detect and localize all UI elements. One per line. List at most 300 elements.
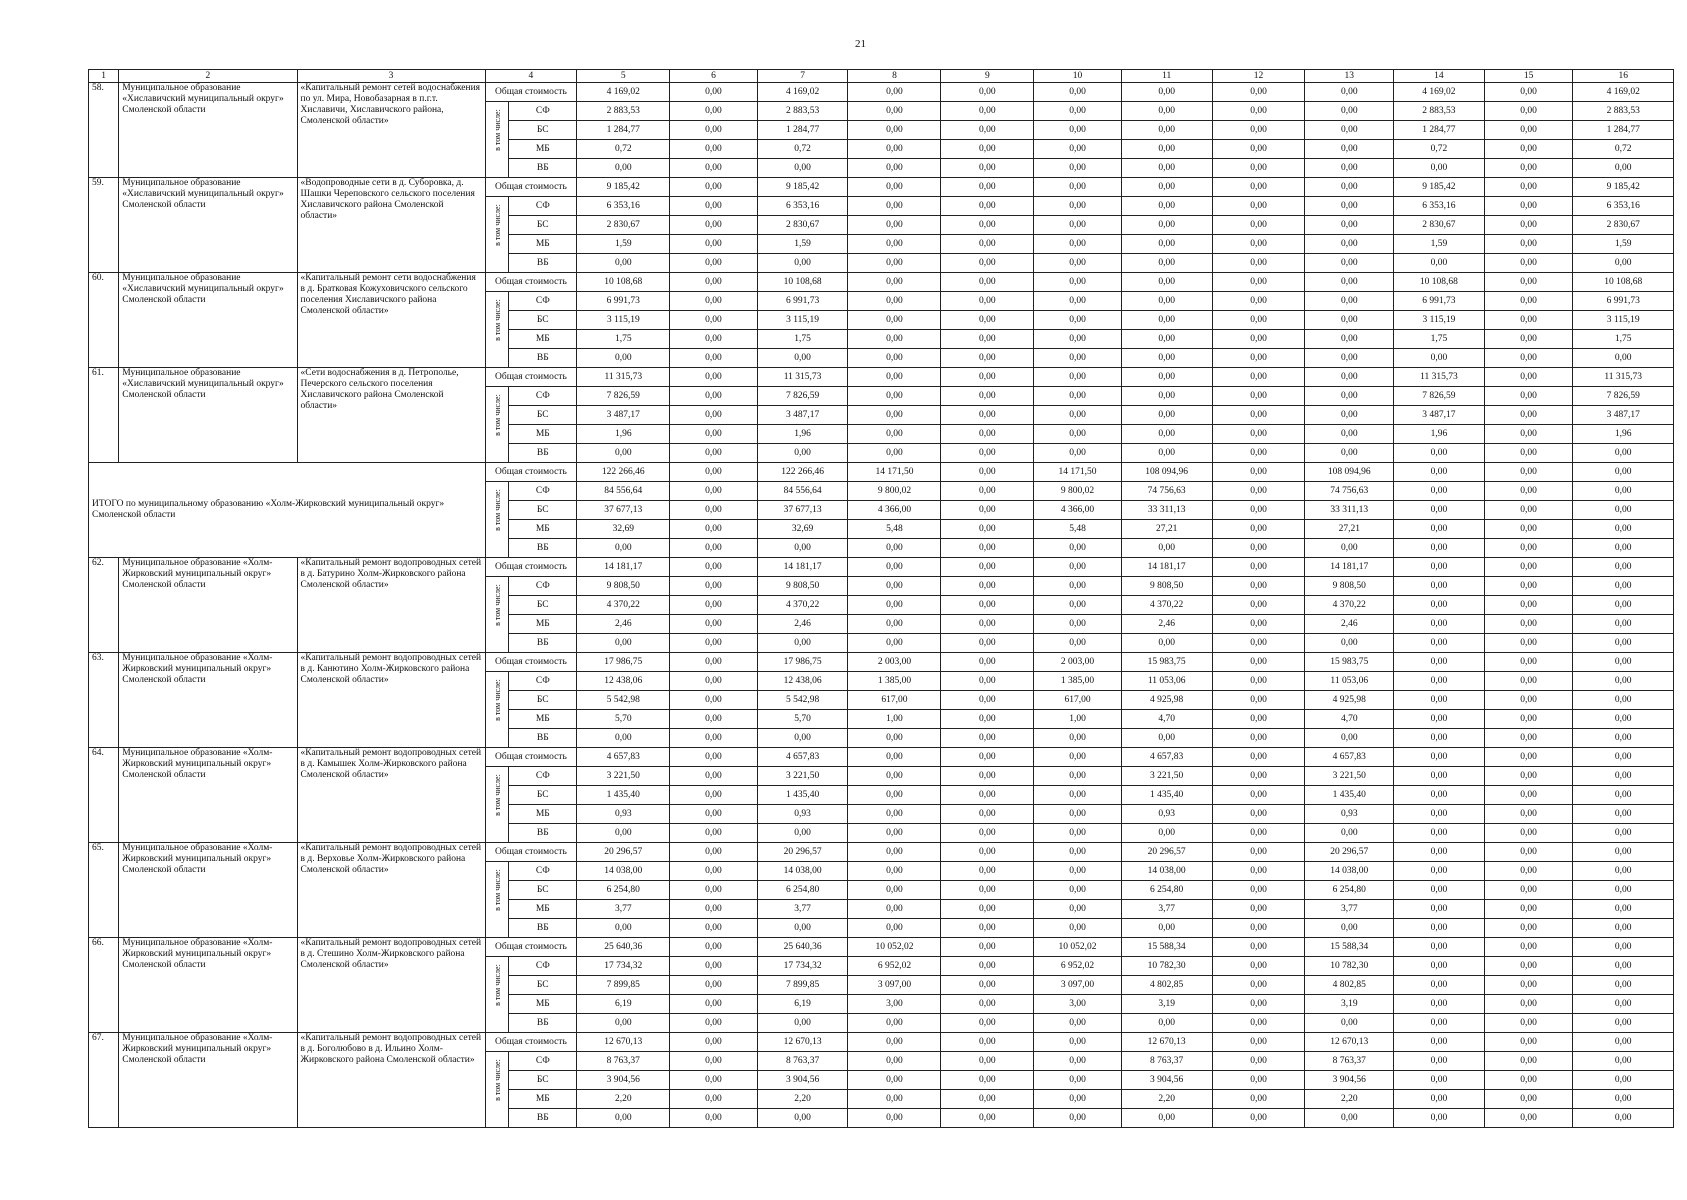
- value-cell: 0,00: [757, 1109, 848, 1128]
- value-cell: 0,00: [1121, 102, 1212, 121]
- value-cell: 0,00: [1484, 292, 1573, 311]
- value-cell: 0,00: [848, 558, 941, 577]
- value-cell: 0,00: [1212, 729, 1305, 748]
- including-label-cell: [485, 102, 509, 178]
- value-cell: 8 763,37: [757, 1052, 848, 1071]
- value-cell: 0,00: [757, 539, 848, 558]
- value-cell: 4,70: [1121, 710, 1212, 729]
- value-cell: 0,00: [941, 558, 1034, 577]
- value-cell: 10 052,02: [848, 938, 941, 957]
- value-cell: 6 254,80: [757, 881, 848, 900]
- value-cell: 0,00: [1573, 976, 1674, 995]
- value-cell: 3 904,56: [757, 1071, 848, 1090]
- value-cell: 1 284,77: [757, 121, 848, 140]
- value-cell: 0,00: [1034, 843, 1122, 862]
- value-cell: 0,00: [941, 1052, 1034, 1071]
- value-cell: 1,75: [577, 330, 670, 349]
- total-cost-label: Общая стоимость: [485, 368, 577, 387]
- value-cell: 0,00: [1394, 1052, 1485, 1071]
- value-cell: 3,77: [1121, 900, 1212, 919]
- value-cell: 4 169,02: [577, 83, 670, 102]
- page-number: 21: [855, 38, 866, 50]
- value-cell: 0,00: [1212, 349, 1305, 368]
- value-cell: 3 904,56: [1121, 1071, 1212, 1090]
- total-cost-label: Общая стоимость: [485, 843, 577, 862]
- value-cell: 0,00: [1484, 691, 1573, 710]
- funding-source: ВБ: [509, 444, 577, 463]
- value-cell: 0,00: [1212, 273, 1305, 292]
- value-cell: 11 315,73: [757, 368, 848, 387]
- value-cell: 0,00: [670, 311, 758, 330]
- funding-source: МБ: [509, 330, 577, 349]
- value-cell: 0,00: [941, 406, 1034, 425]
- municipality-name: Муниципальное образование «Холм-Жирковский муниципальный округ» Смоленской области: [119, 843, 297, 938]
- value-cell: 0,00: [941, 843, 1034, 862]
- value-cell: 0,00: [670, 900, 758, 919]
- value-cell: 37 677,13: [577, 501, 670, 520]
- value-cell: 37 677,13: [757, 501, 848, 520]
- column-number-row: [89, 70, 1674, 83]
- value-cell: 0,00: [1394, 995, 1485, 1014]
- value-cell: 0,00: [941, 919, 1034, 938]
- value-cell: 0,00: [1484, 919, 1573, 938]
- value-cell: 0,00: [577, 1109, 670, 1128]
- value-cell: 0,00: [1573, 501, 1674, 520]
- value-cell: 0,00: [1212, 691, 1305, 710]
- total-cost-label: Общая стоимость: [485, 1033, 577, 1052]
- value-cell: 0,00: [941, 786, 1034, 805]
- value-cell: 27,21: [1121, 520, 1212, 539]
- value-cell: 0,00: [1121, 254, 1212, 273]
- value-cell: 4 657,83: [1121, 748, 1212, 767]
- value-cell: 0,00: [1394, 710, 1485, 729]
- column-number-header: 11: [1121, 70, 1212, 83]
- value-cell: 617,00: [1034, 691, 1122, 710]
- value-cell: 0,00: [1034, 1014, 1122, 1033]
- value-cell: 0,00: [1484, 102, 1573, 121]
- value-cell: 0,00: [941, 710, 1034, 729]
- value-cell: 0,00: [1484, 881, 1573, 900]
- value-cell: 17 986,75: [757, 653, 848, 672]
- value-cell: 8 763,37: [1305, 1052, 1394, 1071]
- value-cell: 0,00: [1121, 121, 1212, 140]
- value-cell: 0,00: [1394, 558, 1485, 577]
- value-cell: 0,00: [941, 83, 1034, 102]
- column-number-header: 16: [1573, 70, 1674, 83]
- funding-source: БС: [509, 311, 577, 330]
- value-cell: 1,00: [1034, 710, 1122, 729]
- value-cell: 3 221,50: [1305, 767, 1394, 786]
- value-cell: 14 171,50: [848, 463, 941, 482]
- value-cell: 0,00: [1212, 235, 1305, 254]
- value-cell: 0,00: [1394, 900, 1485, 919]
- value-cell: 0,00: [1573, 900, 1674, 919]
- column-number-header: 13: [1305, 70, 1394, 83]
- value-cell: 0,00: [941, 691, 1034, 710]
- municipality-name: Муниципальное образование «Холм-Жирковский муниципальный округ» Смоленской области: [119, 1033, 297, 1128]
- value-cell: 0,00: [1484, 520, 1573, 539]
- funding-source: МБ: [509, 235, 577, 254]
- value-cell: 5,70: [757, 710, 848, 729]
- funding-source: СФ: [509, 767, 577, 786]
- value-cell: 0,00: [1212, 843, 1305, 862]
- value-cell: 6 952,02: [1034, 957, 1122, 976]
- value-cell: 0,00: [1484, 406, 1573, 425]
- funding-source: МБ: [509, 615, 577, 634]
- value-cell: 0,00: [670, 805, 758, 824]
- value-cell: 0,00: [1121, 824, 1212, 843]
- value-cell: 0,00: [1394, 463, 1485, 482]
- value-cell: 0,00: [941, 482, 1034, 501]
- value-cell: 0,00: [848, 121, 941, 140]
- value-cell: 0,00: [670, 786, 758, 805]
- value-cell: 7 826,59: [1394, 387, 1485, 406]
- value-cell: 0,00: [670, 634, 758, 653]
- funding-source: СФ: [509, 577, 577, 596]
- value-cell: 0,00: [1305, 539, 1394, 558]
- value-cell: 0,00: [941, 1071, 1034, 1090]
- value-cell: 0,72: [1573, 140, 1674, 159]
- value-cell: 2 883,53: [577, 102, 670, 121]
- including-label: в том числе:: [492, 204, 502, 246]
- value-cell: 0,00: [1484, 539, 1573, 558]
- value-cell: 0,00: [1121, 235, 1212, 254]
- value-cell: 0,00: [670, 558, 758, 577]
- value-cell: 20 296,57: [757, 843, 848, 862]
- value-cell: 0,00: [848, 1109, 941, 1128]
- table-row: [89, 653, 1674, 672]
- value-cell: 0,00: [1484, 957, 1573, 976]
- value-cell: 0,00: [1121, 368, 1212, 387]
- value-cell: 4,70: [1305, 710, 1394, 729]
- value-cell: 0,00: [941, 634, 1034, 653]
- value-cell: 0,00: [941, 102, 1034, 121]
- funding-source: БС: [509, 1071, 577, 1090]
- value-cell: 1 435,40: [1305, 786, 1394, 805]
- value-cell: 0,00: [1484, 767, 1573, 786]
- value-cell: 0,00: [848, 919, 941, 938]
- value-cell: 6 991,73: [757, 292, 848, 311]
- value-cell: 0,00: [1573, 805, 1674, 824]
- value-cell: 0,00: [670, 368, 758, 387]
- value-cell: 0,00: [941, 729, 1034, 748]
- value-cell: 5 542,98: [757, 691, 848, 710]
- value-cell: 0,00: [1034, 235, 1122, 254]
- value-cell: 0,00: [1484, 216, 1573, 235]
- value-cell: 0,00: [1573, 862, 1674, 881]
- value-cell: 0,00: [1212, 520, 1305, 539]
- value-cell: 8 763,37: [577, 1052, 670, 1071]
- value-cell: 2,46: [1121, 615, 1212, 634]
- value-cell: 0,00: [670, 843, 758, 862]
- value-cell: 2 003,00: [848, 653, 941, 672]
- value-cell: 0,00: [1394, 254, 1485, 273]
- funding-source: СФ: [509, 292, 577, 311]
- municipality-name: Муниципальное образование «Хиславичский муниципальный округ» Смоленской области: [119, 368, 297, 463]
- value-cell: 0,00: [670, 197, 758, 216]
- funding-source: ВБ: [509, 539, 577, 558]
- value-cell: 3 115,19: [1573, 311, 1674, 330]
- value-cell: 4 657,83: [577, 748, 670, 767]
- funding-source: ВБ: [509, 349, 577, 368]
- value-cell: 9 185,42: [1573, 178, 1674, 197]
- value-cell: 0,00: [1034, 539, 1122, 558]
- value-cell: 0,00: [577, 729, 670, 748]
- value-cell: 0,00: [848, 178, 941, 197]
- value-cell: 0,00: [1121, 83, 1212, 102]
- value-cell: 0,00: [941, 444, 1034, 463]
- funding-source: БС: [509, 596, 577, 615]
- value-cell: 0,00: [757, 254, 848, 273]
- value-cell: 20 296,57: [577, 843, 670, 862]
- value-cell: 0,00: [1394, 748, 1485, 767]
- value-cell: 0,00: [1034, 425, 1122, 444]
- value-cell: 0,00: [670, 824, 758, 843]
- value-cell: 0,00: [848, 1052, 941, 1071]
- value-cell: 25 640,36: [757, 938, 848, 957]
- value-cell: 0,00: [670, 615, 758, 634]
- value-cell: 10 052,02: [1034, 938, 1122, 957]
- value-cell: 0,00: [670, 444, 758, 463]
- value-cell: 0,00: [670, 178, 758, 197]
- value-cell: 2 830,67: [757, 216, 848, 235]
- value-cell: 0,00: [670, 862, 758, 881]
- value-cell: 0,00: [1212, 254, 1305, 273]
- value-cell: 0,00: [1212, 634, 1305, 653]
- value-cell: 11 053,06: [1305, 672, 1394, 691]
- value-cell: 0,00: [1305, 425, 1394, 444]
- value-cell: 0,00: [941, 615, 1034, 634]
- value-cell: 15 983,75: [1305, 653, 1394, 672]
- value-cell: 0,00: [1305, 197, 1394, 216]
- value-cell: 0,00: [848, 729, 941, 748]
- value-cell: 0,00: [1484, 140, 1573, 159]
- value-cell: 0,00: [941, 140, 1034, 159]
- value-cell: 10 108,68: [757, 273, 848, 292]
- value-cell: 0,00: [1305, 824, 1394, 843]
- value-cell: 12 438,06: [757, 672, 848, 691]
- row-number: 59.: [89, 178, 119, 273]
- value-cell: 0,00: [1573, 881, 1674, 900]
- row-number: 61.: [89, 368, 119, 463]
- object-name: «Капитальный ремонт водопроводных сетей в д. Боголюбово в д. Ильино Холм-Жирковского района Смоленской области»: [297, 1033, 485, 1128]
- value-cell: 0,00: [1212, 83, 1305, 102]
- value-cell: 0,00: [1034, 1090, 1122, 1109]
- value-cell: 0,00: [1484, 254, 1573, 273]
- object-name: «Капитальный ремонт сетей водоснабжения по ул. Мира, Новобазарная в п.г.т. Хиславичи, Хиславичского района, Смоленской области»: [297, 83, 485, 178]
- value-cell: 0,00: [848, 900, 941, 919]
- value-cell: 0,00: [1484, 349, 1573, 368]
- value-cell: 617,00: [848, 691, 941, 710]
- value-cell: 9 185,42: [577, 178, 670, 197]
- value-cell: 0,00: [1034, 387, 1122, 406]
- value-cell: 0,00: [1305, 140, 1394, 159]
- value-cell: 2,46: [1305, 615, 1394, 634]
- value-cell: 0,00: [670, 710, 758, 729]
- value-cell: 74 756,63: [1121, 482, 1212, 501]
- value-cell: 0,00: [1484, 178, 1573, 197]
- value-cell: 0,00: [577, 919, 670, 938]
- value-cell: 0,00: [848, 786, 941, 805]
- value-cell: 0,00: [1212, 786, 1305, 805]
- value-cell: 3 115,19: [757, 311, 848, 330]
- value-cell: 4 169,02: [1573, 83, 1674, 102]
- municipality-name: Муниципальное образование «Хиславичский муниципальный округ» Смоленской области: [119, 83, 297, 178]
- value-cell: 0,00: [941, 216, 1034, 235]
- value-cell: 0,00: [1573, 786, 1674, 805]
- municipality-name: Муниципальное образование «Хиславичский муниципальный округ» Смоленской области: [119, 178, 297, 273]
- object-name: «Капитальный ремонт водопроводных сетей в д. Верховье Холм-Жирковского района Смоленской области»: [297, 843, 485, 938]
- value-cell: 0,00: [848, 273, 941, 292]
- value-cell: 4 366,00: [1034, 501, 1122, 520]
- value-cell: 0,00: [670, 919, 758, 938]
- value-cell: 0,00: [1212, 596, 1305, 615]
- value-cell: 0,00: [1212, 368, 1305, 387]
- including-label-cell: [485, 292, 509, 368]
- value-cell: 0,00: [1212, 330, 1305, 349]
- total-cost-label: Общая стоимость: [485, 938, 577, 957]
- value-cell: 0,00: [1121, 330, 1212, 349]
- including-label-cell: [485, 387, 509, 463]
- value-cell: 0,00: [1484, 463, 1573, 482]
- value-cell: 0,00: [1121, 1109, 1212, 1128]
- value-cell: 0,00: [757, 1014, 848, 1033]
- value-cell: 0,00: [1212, 710, 1305, 729]
- value-cell: 0,00: [1484, 311, 1573, 330]
- value-cell: 2 003,00: [1034, 653, 1122, 672]
- value-cell: 0,00: [1212, 197, 1305, 216]
- value-cell: 0,00: [670, 881, 758, 900]
- value-cell: 0,00: [670, 501, 758, 520]
- value-cell: 1,00: [848, 710, 941, 729]
- value-cell: 0,00: [1573, 995, 1674, 1014]
- value-cell: 1,96: [757, 425, 848, 444]
- value-cell: 0,00: [941, 1109, 1034, 1128]
- value-cell: 2,20: [1305, 1090, 1394, 1109]
- value-cell: 0,00: [1484, 1090, 1573, 1109]
- value-cell: 0,00: [1484, 786, 1573, 805]
- value-cell: 0,00: [848, 387, 941, 406]
- value-cell: 0,00: [1034, 254, 1122, 273]
- funding-source: СФ: [509, 862, 577, 881]
- value-cell: 0,00: [1212, 748, 1305, 767]
- value-cell: 1 284,77: [1394, 121, 1485, 140]
- value-cell: 0,00: [941, 501, 1034, 520]
- value-cell: 0,00: [848, 748, 941, 767]
- value-cell: 2 830,67: [1394, 216, 1485, 235]
- value-cell: 10 782,30: [1305, 957, 1394, 976]
- table-row: [89, 463, 1674, 482]
- value-cell: 0,00: [1573, 349, 1674, 368]
- value-cell: 4 370,22: [1305, 596, 1394, 615]
- value-cell: 7 899,85: [757, 976, 848, 995]
- object-name: «Капитальный ремонт водопроводных сетей в д. Канютино Холм-Жирковского района Смоленской области»: [297, 653, 485, 748]
- value-cell: 15 588,34: [1121, 938, 1212, 957]
- value-cell: 0,00: [1212, 881, 1305, 900]
- value-cell: 12 670,13: [757, 1033, 848, 1052]
- value-cell: 5 542,98: [577, 691, 670, 710]
- value-cell: 12 670,13: [1121, 1033, 1212, 1052]
- object-name: «Капитальный ремонт сети водоснабжения в д. Братковая Кожуховичского сельского поселения Хиславичского района Смоленской области»: [297, 273, 485, 368]
- including-label-cell: [485, 1052, 509, 1128]
- value-cell: 0,00: [1394, 881, 1485, 900]
- including-label-cell: [485, 767, 509, 843]
- value-cell: 2 883,53: [1573, 102, 1674, 121]
- value-cell: 0,00: [1394, 501, 1485, 520]
- funding-source: ВБ: [509, 1109, 577, 1128]
- value-cell: 0,00: [757, 159, 848, 178]
- value-cell: 10 108,68: [1394, 273, 1485, 292]
- value-cell: 0,00: [1573, 1071, 1674, 1090]
- value-cell: 3 487,17: [1394, 406, 1485, 425]
- value-cell: 0,00: [1034, 900, 1122, 919]
- table-row: [89, 558, 1674, 577]
- value-cell: 6,19: [757, 995, 848, 1014]
- value-cell: 0,00: [941, 881, 1034, 900]
- value-cell: 0,00: [941, 957, 1034, 976]
- value-cell: 10 108,68: [577, 273, 670, 292]
- value-cell: 33 311,13: [1305, 501, 1394, 520]
- value-cell: 11 053,06: [1121, 672, 1212, 691]
- value-cell: 0,00: [757, 444, 848, 463]
- value-cell: 0,00: [577, 634, 670, 653]
- value-cell: 0,00: [670, 121, 758, 140]
- value-cell: 0,00: [1121, 1014, 1212, 1033]
- municipality-name: Муниципальное образование «Холм-Жирковский муниципальный округ» Смоленской области: [119, 938, 297, 1033]
- funding-source: БС: [509, 786, 577, 805]
- value-cell: 0,00: [1573, 539, 1674, 558]
- value-cell: 11 315,73: [1573, 368, 1674, 387]
- funding-source: СФ: [509, 102, 577, 121]
- value-cell: 0,00: [1394, 634, 1485, 653]
- value-cell: 0,00: [670, 653, 758, 672]
- column-number-header: 8: [848, 70, 941, 83]
- value-cell: 0,00: [1573, 520, 1674, 539]
- value-cell: 0,00: [1034, 767, 1122, 786]
- value-cell: 9 185,42: [1394, 178, 1485, 197]
- value-cell: 14 038,00: [757, 862, 848, 881]
- including-label-cell: [485, 482, 509, 558]
- value-cell: 0,00: [941, 425, 1034, 444]
- value-cell: 0,00: [1394, 672, 1485, 691]
- value-cell: 6,19: [577, 995, 670, 1014]
- value-cell: 0,00: [1305, 235, 1394, 254]
- value-cell: 0,00: [757, 824, 848, 843]
- value-cell: 0,00: [1484, 425, 1573, 444]
- value-cell: 0,00: [577, 539, 670, 558]
- value-cell: 0,00: [941, 805, 1034, 824]
- value-cell: 0,00: [670, 159, 758, 178]
- value-cell: 0,00: [1305, 368, 1394, 387]
- value-cell: 32,69: [757, 520, 848, 539]
- value-cell: 0,00: [1305, 159, 1394, 178]
- value-cell: 7 826,59: [1573, 387, 1674, 406]
- value-cell: 0,00: [1121, 197, 1212, 216]
- funding-source: МБ: [509, 900, 577, 919]
- table-row: [89, 273, 1674, 292]
- value-cell: 12 438,06: [577, 672, 670, 691]
- value-cell: 3,19: [1305, 995, 1394, 1014]
- value-cell: 15 588,34: [1305, 938, 1394, 957]
- value-cell: 0,00: [1034, 311, 1122, 330]
- value-cell: 4 169,02: [757, 83, 848, 102]
- value-cell: 0,00: [1305, 273, 1394, 292]
- value-cell: 0,00: [941, 539, 1034, 558]
- value-cell: 0,00: [941, 1033, 1034, 1052]
- value-cell: 4 657,83: [757, 748, 848, 767]
- value-cell: 0,00: [670, 273, 758, 292]
- value-cell: 0,00: [1034, 862, 1122, 881]
